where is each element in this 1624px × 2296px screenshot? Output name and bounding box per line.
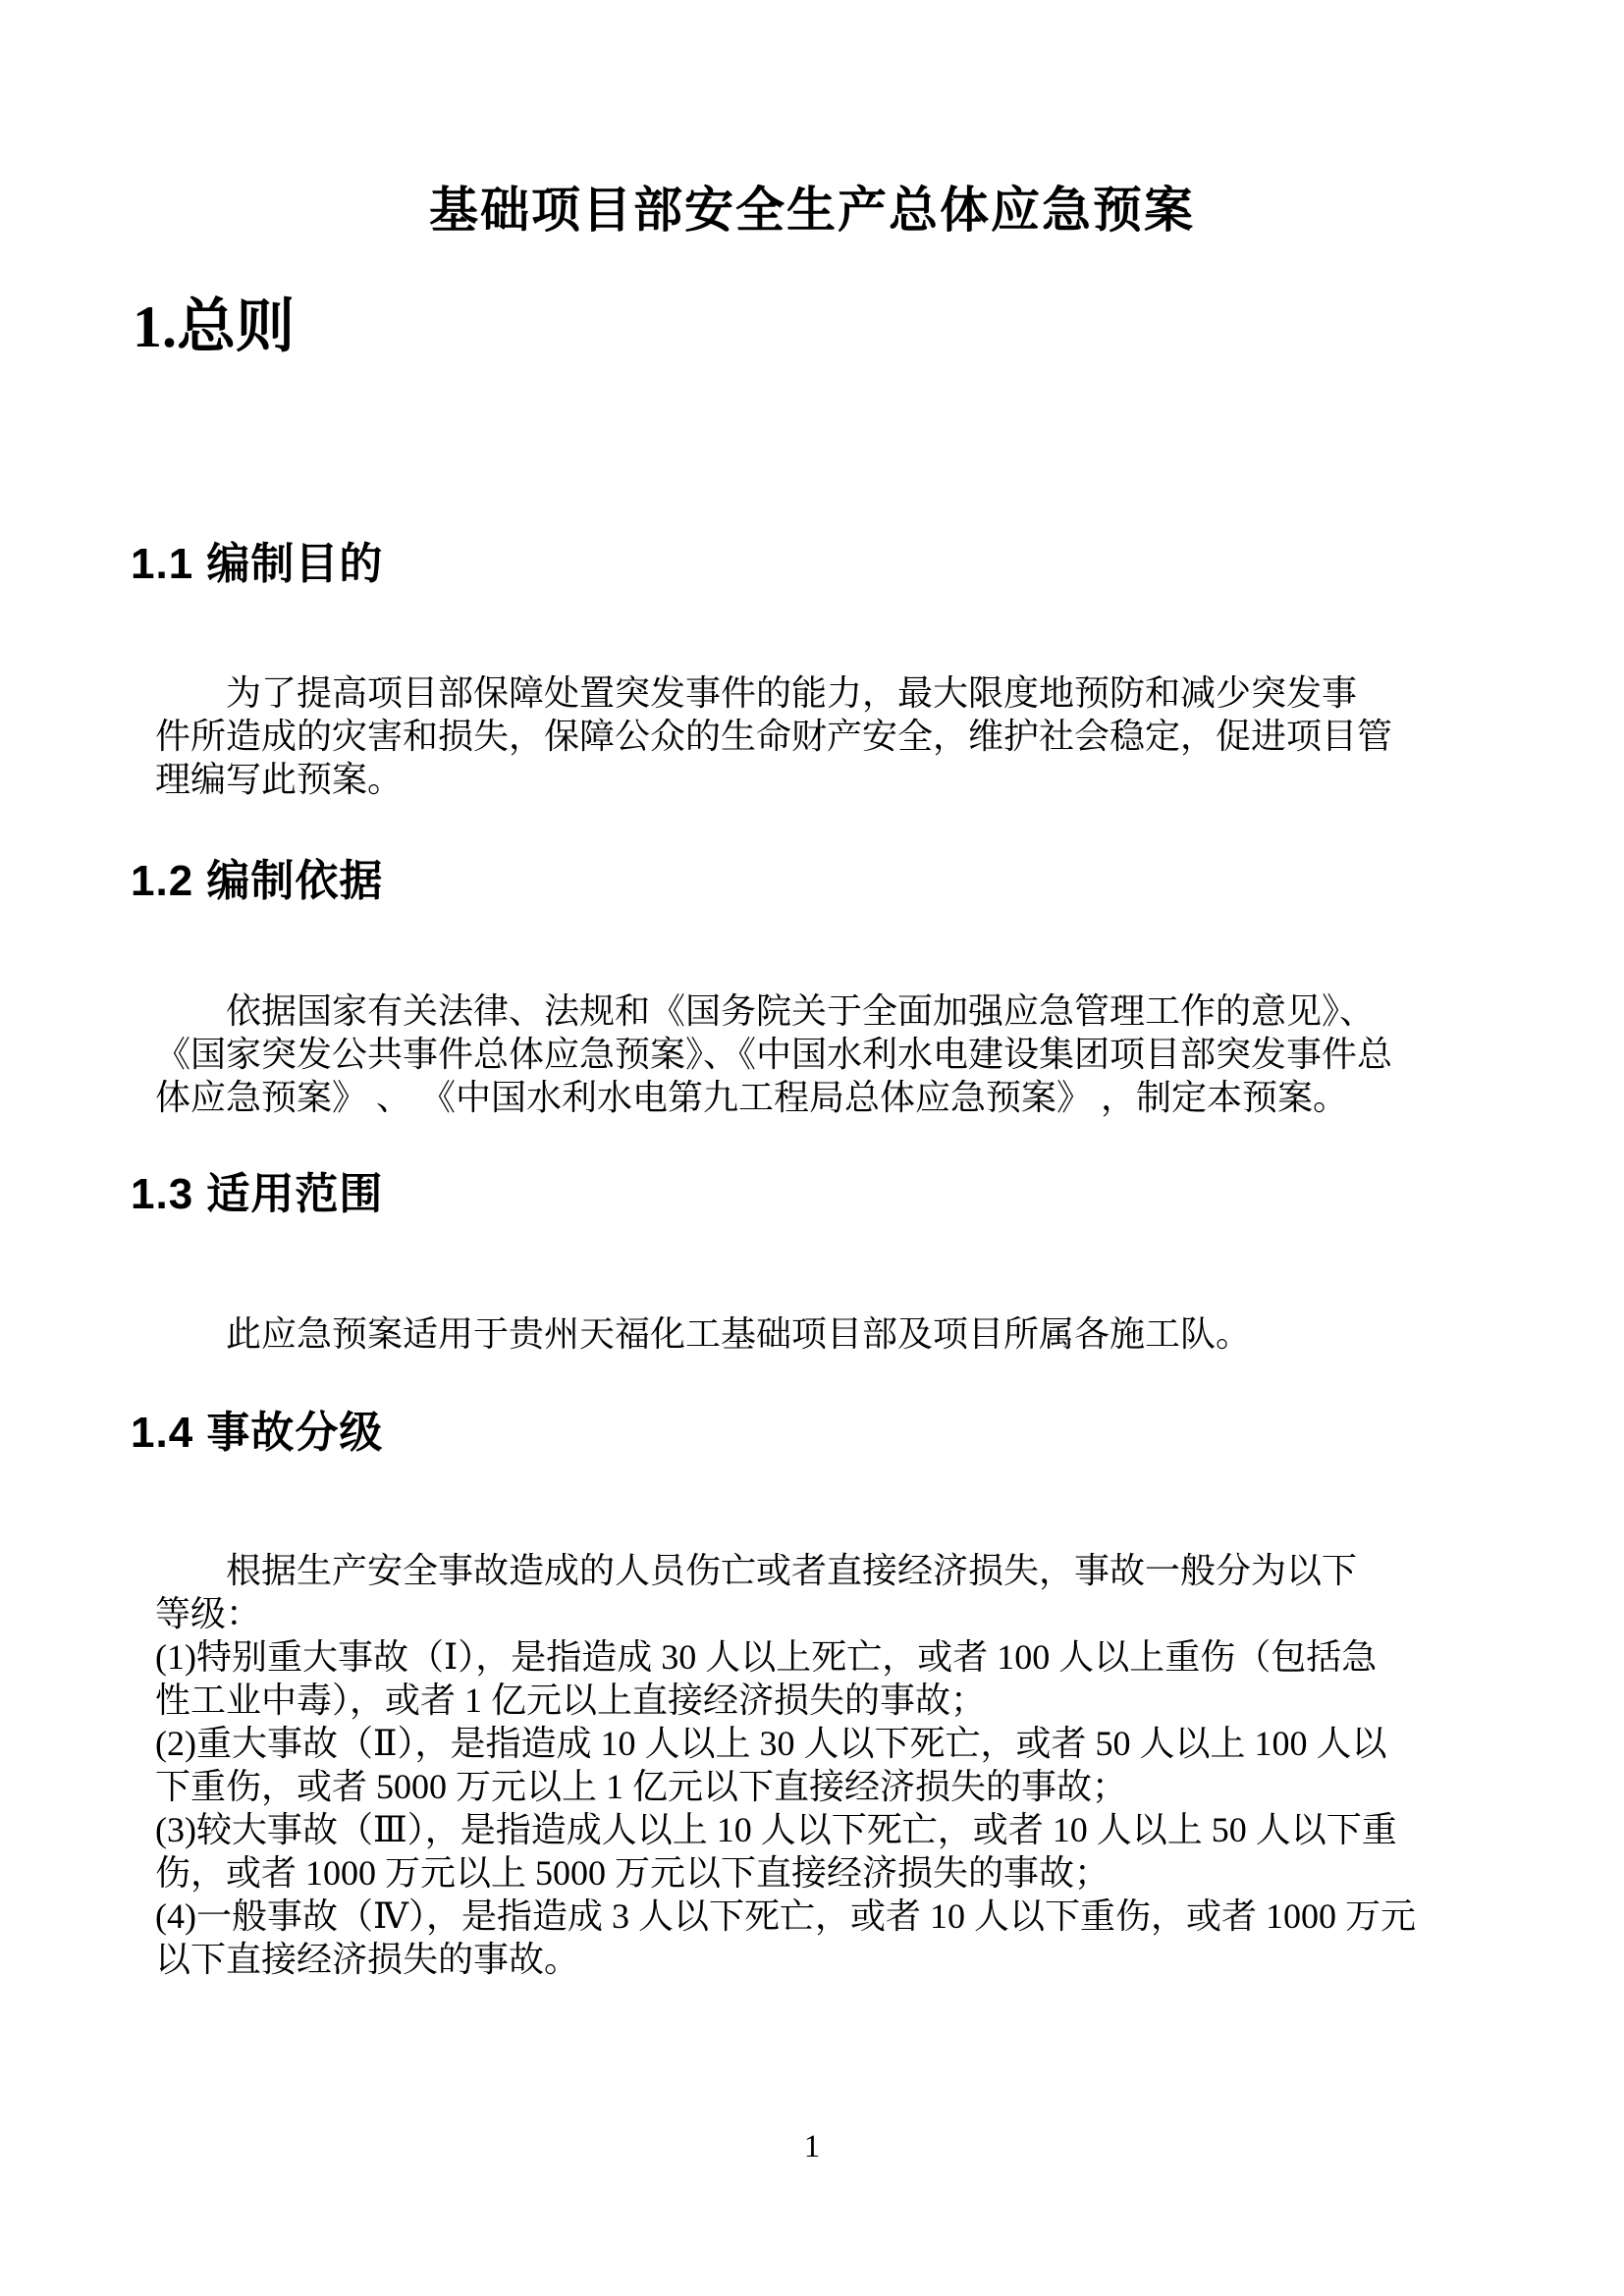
paragraph-line: 《国家突发公共事件总体应急预案》、《中国水利水电建设集团项目部突发事件总: [155, 1035, 1393, 1074]
chapter-heading: 1.总则: [133, 294, 295, 359]
section-heading-1-1: 1.1 编制目的: [131, 540, 384, 588]
paragraph-line: (3)较大事故（Ⅲ），是指造成人以上 10 人以下死亡，或者 10 人以上 50 人以下重: [155, 1810, 1397, 1849]
paragraph-1-4: [155, 1549, 1476, 1981]
paragraph-line: 依据国家有关法律、法规和《国务院关于全面加强应急管理工作的意见》、: [226, 991, 1376, 1031]
paragraph-line: 性工业中毒），或者 1 亿元以上直接经济损失的事故；: [155, 1681, 987, 1720]
paragraph-line: 下重伤，或者 5000 万元以上 1 亿元以下直接经济损失的事故；: [155, 1767, 1128, 1806]
section-heading-1-4: 1.4 事故分级: [131, 1409, 384, 1457]
paragraph-1-1: [155, 671, 1476, 801]
paragraph-line: (2)重大事故（Ⅱ），是指造成 10 人以上 30 人以下死亡，或者 50 人以上 100 人以: [155, 1724, 1387, 1763]
paragraph-1-3: [155, 1312, 1476, 1356]
paragraph-line: 以下直接经济损失的事故。: [155, 1940, 580, 1979]
paragraph-line: (1)特别重大事故（Ⅰ），是指造成 30 人以上死亡，或者 100 人以上重伤（包括急: [155, 1637, 1378, 1677]
paragraph-line: (4)一般事故（Ⅳ），是指造成 3 人以下死亡，或者 10 人以下重伤，或者 1000 万元: [155, 1896, 1416, 1936]
page-number: 1: [803, 2129, 821, 2164]
paragraph-line: 为了提高项目部保障处置突发事件的能力，最大限度地预防和减少突发事: [226, 673, 1358, 713]
paragraph-line: 体应急预案》 、 《中国水利水电第九工程局总体应急预案》 ，制定本预案。: [155, 1078, 1349, 1117]
section-heading-1-2: 1.2 编制依据: [131, 857, 384, 905]
paragraph-line: 伤，或者 1000 万元以上 5000 万元以下直接经济损失的事故；: [155, 1853, 1110, 1893]
paragraph-line: 此应急预案适用于贵州天福化工基础项目部及项目所属各施工队。: [226, 1314, 1252, 1354]
section-heading-1-3: 1.3 适用范围: [131, 1170, 384, 1218]
paragraph-line: 理编写此预案。: [155, 760, 404, 799]
document-title: 基础项目部安全生产总体应急预案: [429, 183, 1195, 238]
paragraph-line: 根据生产安全事故造成的人员伤亡或者直接经济损失，事故一般分为以下: [226, 1551, 1358, 1590]
paragraph-1-2: [155, 989, 1476, 1119]
paragraph-line: 件所造成的灾害和损失，保障公众的生命财产安全，维护社会稳定，促进项目管: [155, 717, 1393, 756]
paragraph-line: 等级：: [155, 1594, 262, 1633]
